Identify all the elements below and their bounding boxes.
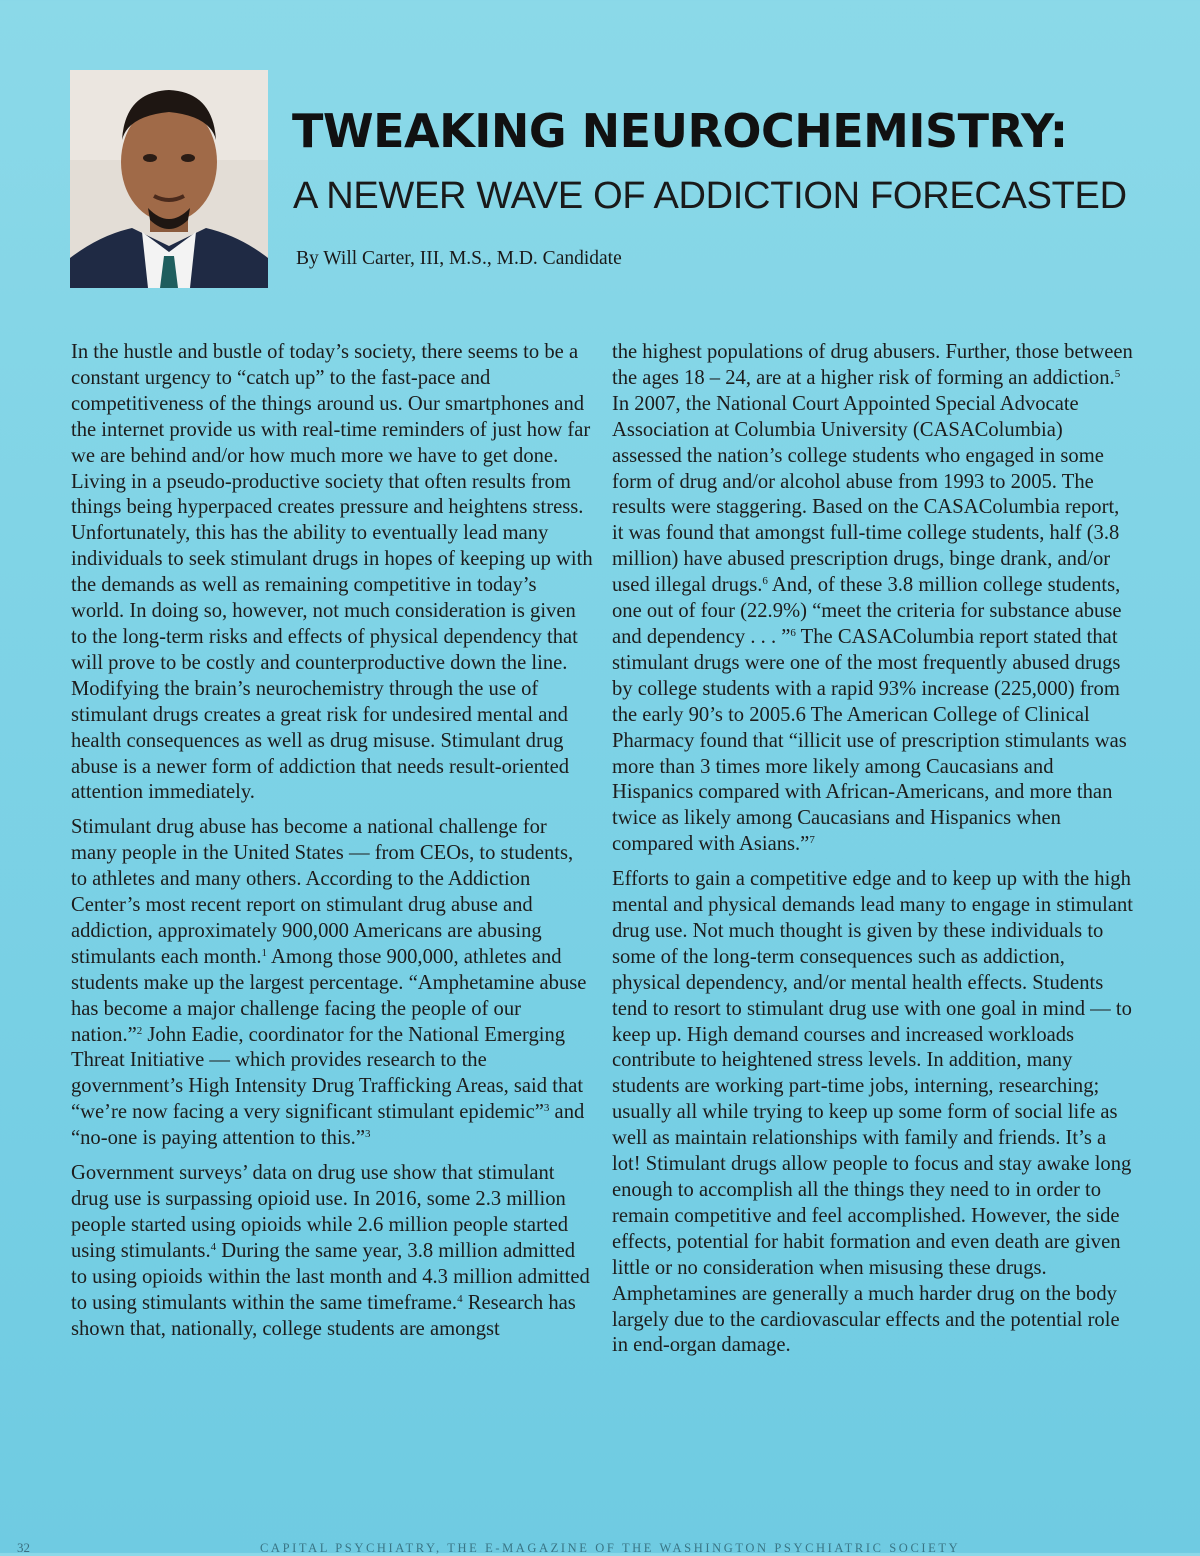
paragraph-text: In 2007, the National Court Appointed Special Advocate Association at Columbia University (CASAColumbia) assessed the nation’s college students who engaged in some form of drug and/or alcohol abuse from 1993 to 2005. The results were staggering. Based on the CASAColumbia report, it was found that amongst full-time college students, half (3.8 million) have abused prescription drugs, binge drank, and/or used illegal drugs. — [612, 392, 1120, 597]
paragraph-text: Efforts to gain a competitive edge and to keep up with the high mental and physical demands lead many to engage in stimulant drug use. Not much thought is given by these individuals to some of the long-term consequences such as addiction, physical dependency, and/or mental health effects. Students tend to resort to stimulant drug use with one goal in mind — to keep up. High demand courses and increased workloads contribute to heightened stress levels. In addition, many students are working part-time jobs, interning, researching; usually all while trying to keep up some form of social life as well as maintain relationships with family and friends. It’s a lot! Stimulant drugs allow people to focus and stay awake long enough to accomplish all the things they need to in order to remain competitive and feel accomplished. However, the side effects, potential for habit formation and even death are given little or no consideration when misusing these drugs. Amphetamines are generally a much harder drug on the body largely due to the cardiovascular effects and the potential role in end-organ damage. — [612, 868, 1133, 1357]
body-paragraph — [71, 815, 593, 1152]
left-column — [71, 340, 593, 1351]
paragraph-text: And, of these 3.8 million college students, one out of four (22.9%) “meet the criteria for substance abuse and dependency . . . ” — [612, 574, 1122, 648]
paragraph-text: The CASAColumbia report stated that stimulant drugs were one of the most frequently abused drugs by college students with a rapid 93% increase (225,000) from the early 90’s to 2005.6 The American College of Clinical Pharmacy found that “illicit use of prescription stimulants was more than 3 times more likely among Caucasians and Hispanics compared with African-Americans, and more than twice as likely among Caucasians and Hispanics when compared with Asians.” — [612, 625, 1127, 856]
paragraph-text: and “no-one is paying attention to this.” — [71, 1101, 585, 1150]
footnote-marker: 2 — [136, 1024, 143, 1037]
author-byline: By Will Carter, III, M.S., M.D. Candidate — [296, 248, 622, 269]
footnote-marker: 4 — [210, 1240, 217, 1253]
footnote-marker: 6 — [762, 575, 768, 588]
article-title: TWEAKING NEUROCHEMISTRY: — [292, 104, 1068, 158]
footnote-marker: 6 — [790, 626, 796, 639]
body-paragraph — [612, 867, 1134, 1359]
body-paragraph — [612, 340, 1134, 858]
footnote-marker: 7 — [809, 834, 815, 847]
paragraph-text: Government surveys’ data on drug use show that stimulant drug use is surpassing opioid use. In 2016, some 2.3 million people started using opioids while 2.6 million people started using stimulants. — [71, 1162, 569, 1262]
page-number: 32 — [17, 1540, 30, 1555]
article-subtitle: A NEWER WAVE OF ADDICTION FORECASTED — [293, 175, 1127, 217]
author-photo — [70, 70, 268, 288]
footnote-marker: 5 — [1114, 367, 1121, 380]
right-column — [612, 340, 1134, 1368]
paragraph-text: Among those 900,000, athletes and students make up the largest percentage. “Amphetamine abuse has become a major challenge facing the people of our nation.” — [71, 945, 587, 1046]
footnote-marker: 4 — [457, 1292, 463, 1305]
footnote-marker: 3 — [543, 1102, 550, 1115]
paragraph-text: Stimulant drug abuse has become a national challenge for many people in the United States — from CEOs, to students, to athletes and many others. According to the Addiction Center’s most recent report on stimulant drug abuse and addiction, approximately 900,000 Americans are abusing stimulants each month. — [71, 816, 574, 968]
body-paragraph — [71, 1161, 593, 1342]
footnote-marker: 3 — [364, 1128, 371, 1141]
body-paragraph — [71, 340, 593, 806]
paragraph-text: the highest populations of drug abusers. Further, those between the ages 18 – 24, are at a higher risk of forming an addiction. — [612, 341, 1133, 389]
paragraph-text: In the hustle and bustle of today’s society, there seems to be a constant urgency to “catch up” to the fast-pace and competitiveness of the things around us. Our smartphones and the internet provide us with real-time reminders of just how far we are behind and/or how much more we have to get done. Living in a pseudo-productive society that often results from things being hyperpaced creates pressure and heightens stress. Unfortunately, this has the ability to eventually lead many individuals to seek stimulant drugs in hopes of keeping up with the demands as well as remaining competitive in today’s world. In doing so, however, not much consideration is given to the long-term risks and effects of physical dependency that will prove to be costly and counterproductive down the line. Modifying the brain’s neurochemistry through the use of stimulant drugs creates a great risk for undesired mental and health consequences as well as drug misuse. Stimulant drug abuse is a newer form of addiction that needs result-oriented attention immediately. — [71, 341, 593, 804]
paragraph-text: During the same year, 3.8 million admitted to using opioids within the last month and 4.3 million admitted to using stimulants within the same timeframe. — [71, 1239, 590, 1314]
publication-footer: CAPITAL PSYCHIATRY, THE E-MAGAZINE OF THE WASHINGTON PSYCHIATRIC SOCIETY — [260, 1541, 961, 1555]
paragraph-text: Research has shown that, nationally, college students are amongst — [71, 1291, 576, 1340]
paragraph-text: John Eadie, coordinator for the National Emerging Threat Initiative — which provides research to the government’s High Intensity Drug Trafficking Areas, said that “we’re now facing a very significant stimulant epidemic” — [71, 1023, 584, 1124]
footnote-marker: 1 — [261, 946, 267, 959]
